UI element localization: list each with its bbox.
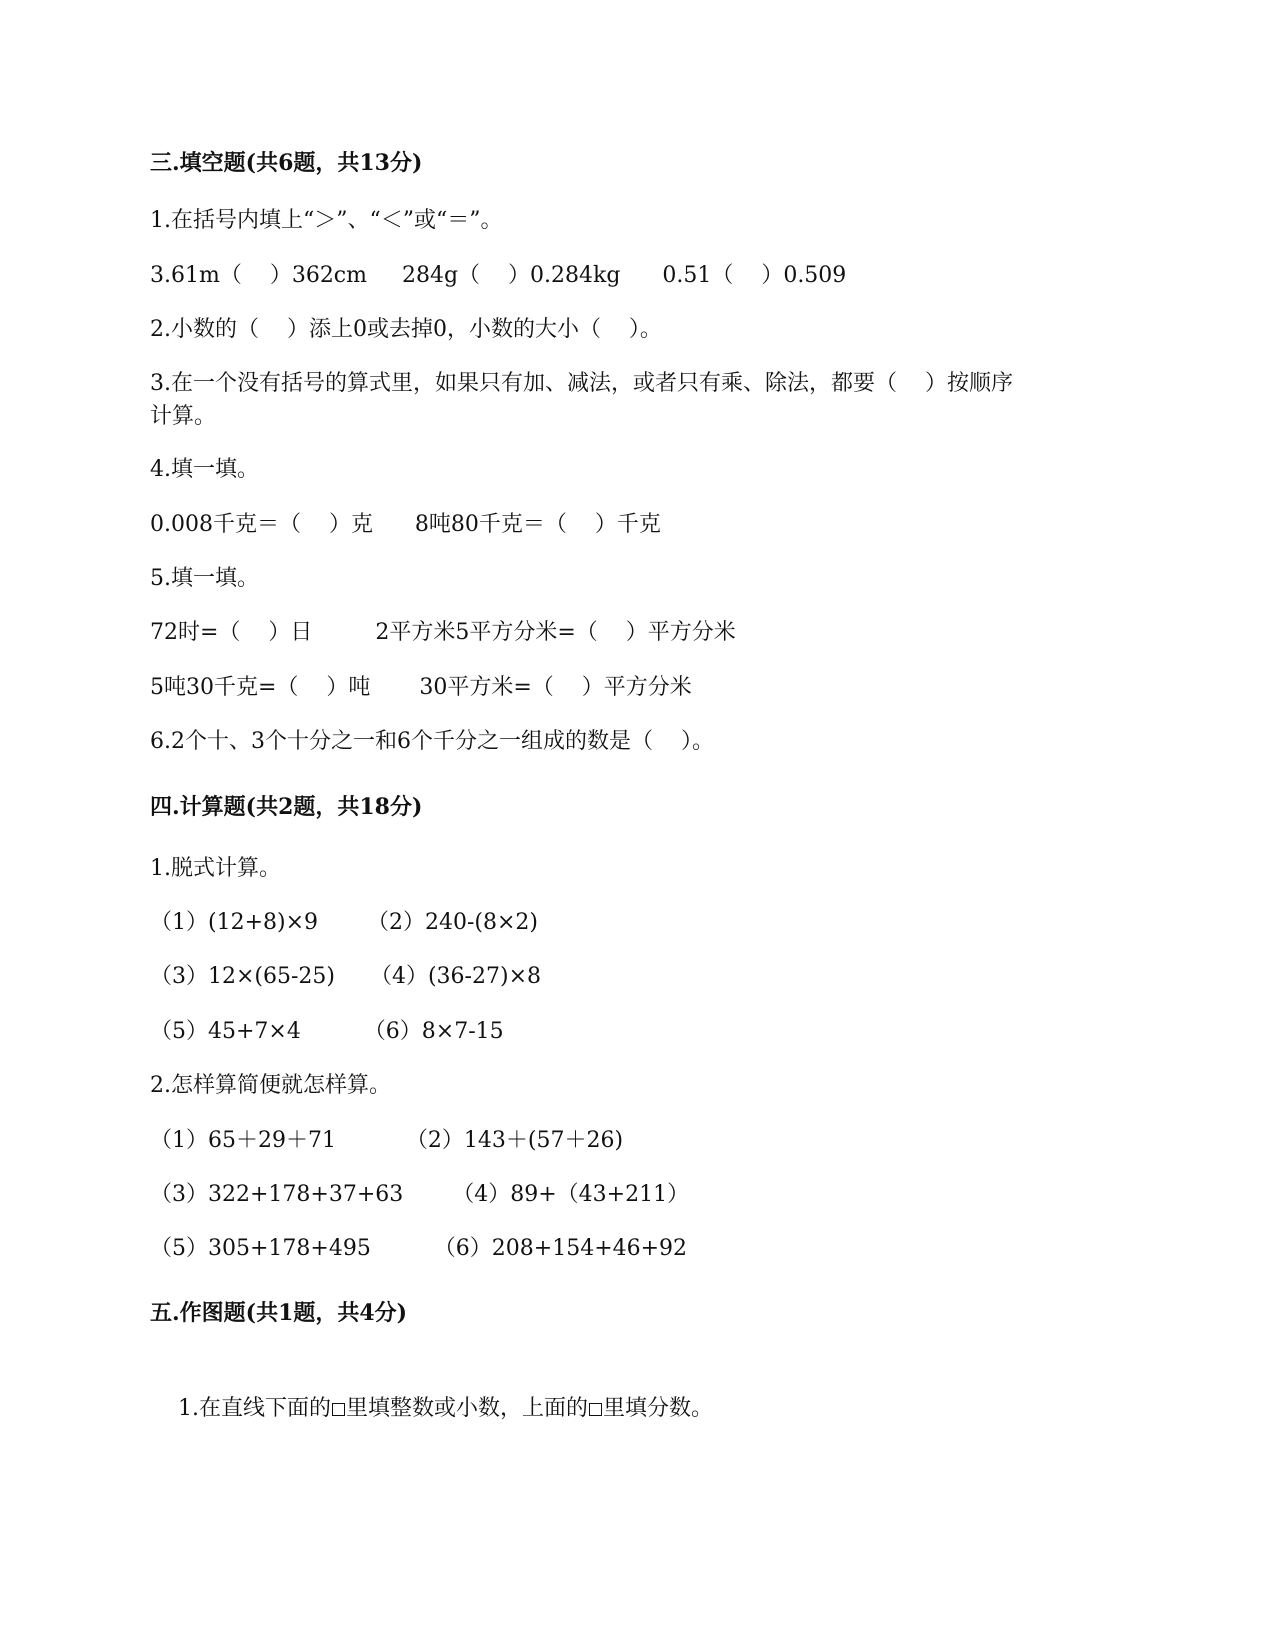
question-3-5: 5.填一填。 [150, 566, 259, 591]
question-3-5-items-row-1: 72时=（ ）日 2平方米5平方分米=（ ）平方分米 [150, 620, 736, 645]
question-4-1-row-1: （1）(12+8)×9 （2）240-(8×2) [150, 910, 538, 935]
answer-box-icon [589, 1403, 602, 1416]
question-3-3-line-1: 3.在一个没有括号的算式里，如果只有加、减法，或者只有乘、除法，都要（ ）按顺序 [150, 371, 1013, 396]
question-3-6: 6.2个十、3个十分之一和6个千分之一组成的数是（ ）。 [150, 729, 714, 754]
section-3-heading: 三.填空题(共6题，共13分) [150, 150, 423, 176]
question-3-1-items: 3.61m（ ）362cm 284g（ ）0.284kg 0.51（ ）0.509 [150, 263, 847, 288]
question-3-1: 1.在括号内填上“＞”、“＜”或“＝”。 [150, 208, 503, 233]
question-5-1-text-part-1: 1.在直线下面的 [177, 1396, 331, 1421]
question-4-2-row-3: （5）305+178+495 （6）208+154+46+92 [150, 1236, 688, 1261]
question-3-3-line-2: 计算。 [150, 404, 217, 429]
question-4-1: 1.脱式计算。 [150, 856, 281, 881]
section-5-heading: 五.作图题(共1题，共4分) [150, 1300, 408, 1326]
section-4-heading: 四.计算题(共2题，共18分) [150, 794, 423, 820]
answer-box-icon [332, 1403, 345, 1416]
question-4-1-row-2: （3）12×(65-25) （4）(36-27)×8 [150, 964, 541, 989]
question-5-1-text-part-3: 里填分数。 [603, 1396, 714, 1421]
question-4-2: 2.怎样算简便就怎样算。 [150, 1073, 391, 1098]
question-4-2-row-2: （3）322+178+37+63 （4）89+（43+211） [150, 1182, 690, 1207]
question-3-2: 2.小数的（ ）添上0或去掉0，小数的大小（ ）。 [150, 317, 662, 342]
question-4-2-row-1: （1）65＋29＋71 （2）143＋(57＋26) [150, 1128, 624, 1153]
question-5-1-text-part-2: 里填整数或小数，上面的 [345, 1396, 588, 1421]
question-3-4: 4.填一填。 [150, 457, 259, 482]
question-4-1-row-3: （5）45+7×4 （6）8×7-15 [150, 1019, 504, 1044]
question-5-1 [150, 1358, 713, 1460]
question-3-4-items: 0.008千克＝（ ）克 8吨80千克＝（ ）千克 [150, 512, 661, 537]
question-3-5-items-row-2: 5吨30千克=（ ）吨 30平方米=（ ）平方分米 [150, 675, 692, 700]
